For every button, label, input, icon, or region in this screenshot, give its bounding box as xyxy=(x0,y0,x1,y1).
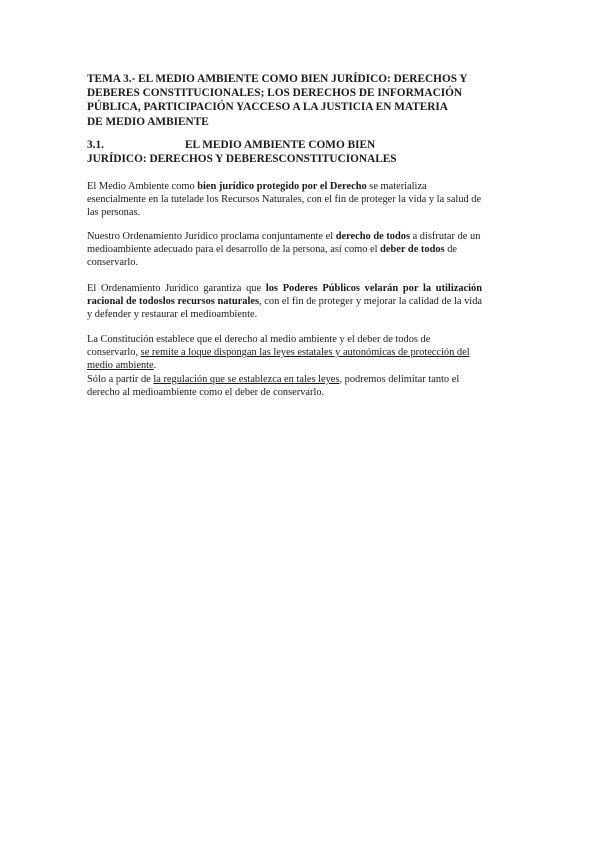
section-heading xyxy=(87,138,507,166)
bold-emphasis: los Poderes Públicos velarán por la utilización racional de todoslos recursos naturales xyxy=(87,283,482,308)
paragraph-text: de conservarlo. xyxy=(87,244,457,269)
paragraph-text: se materializa esencialmente en la tutelade los Recursos Naturales, con el fin de proteger la vida y la salud de las personas. xyxy=(87,181,482,219)
paragraph-text: Sólo a partir de xyxy=(87,373,154,385)
paragraph-text: El Medio Ambiente como xyxy=(87,181,198,192)
paragraph-text: , podremos delimitar tanto el derecho al medioambiente como el deber de conservarlo. xyxy=(87,373,460,398)
paragraph-text: Nuestro Ordenamiento Jurídico proclama conjuntamente el xyxy=(87,231,336,242)
bold-emphasis: bien jurídico protegido por el Derecho xyxy=(197,181,367,192)
document-title xyxy=(87,72,507,129)
section-number: 3.1. xyxy=(87,139,104,151)
section-title-part-2: JURÍDICO: DERECHOS Y DEBERESCONSTITUCIONALES xyxy=(87,153,397,166)
title-line: TEMA 3.- EL MEDIO AMBIENTE COMO BIEN JURÍDICO: DERECHOS Y xyxy=(87,73,468,85)
underlined-text: la regulación que se establezca en tales leyes xyxy=(153,373,340,385)
paragraph-1 xyxy=(87,180,482,220)
bold-emphasis: deber de todos xyxy=(380,244,445,256)
underlined-text: se remite a loque dispongan las leyes estatales y autonómicas de protección del medio ambiente xyxy=(87,347,470,372)
paragraph-text: , con el fin de proteger y mejorar la calidad de la vida y defender y restaurar el medioambiente. xyxy=(87,296,483,321)
paragraph-text: . xyxy=(153,360,157,372)
title-line: DE MEDIO AMBIENTE xyxy=(87,115,209,128)
paragraph-2 xyxy=(87,230,482,270)
paragraph-text: a disfrutar de un medioambiente adecuado para el desarrollo de la persona, así como el xyxy=(87,231,481,256)
paragraph-text: El Ordenamiento Jurídico garantiza que xyxy=(87,283,266,294)
title-line: DEBERES CONSTITUCIONALES; LOS DERECHOS DE INFORMACIÓN xyxy=(87,87,463,100)
paragraph-text: La Constitución establece que el derecho al medio ambiente y el deber de todos de conservarlo, xyxy=(87,334,431,359)
title-line: PÚBLICA, PARTICIPACIÓN YACCESO A LA JUSTICIA EN MATERIA xyxy=(87,101,448,114)
paragraph-3 xyxy=(87,282,482,322)
paragraph-4 xyxy=(87,333,482,399)
bold-emphasis: derecho de todos xyxy=(335,231,410,242)
section-heading-line-1 xyxy=(87,138,507,152)
section-title-part-1: EL MEDIO AMBIENTE COMO BIEN xyxy=(185,139,376,151)
